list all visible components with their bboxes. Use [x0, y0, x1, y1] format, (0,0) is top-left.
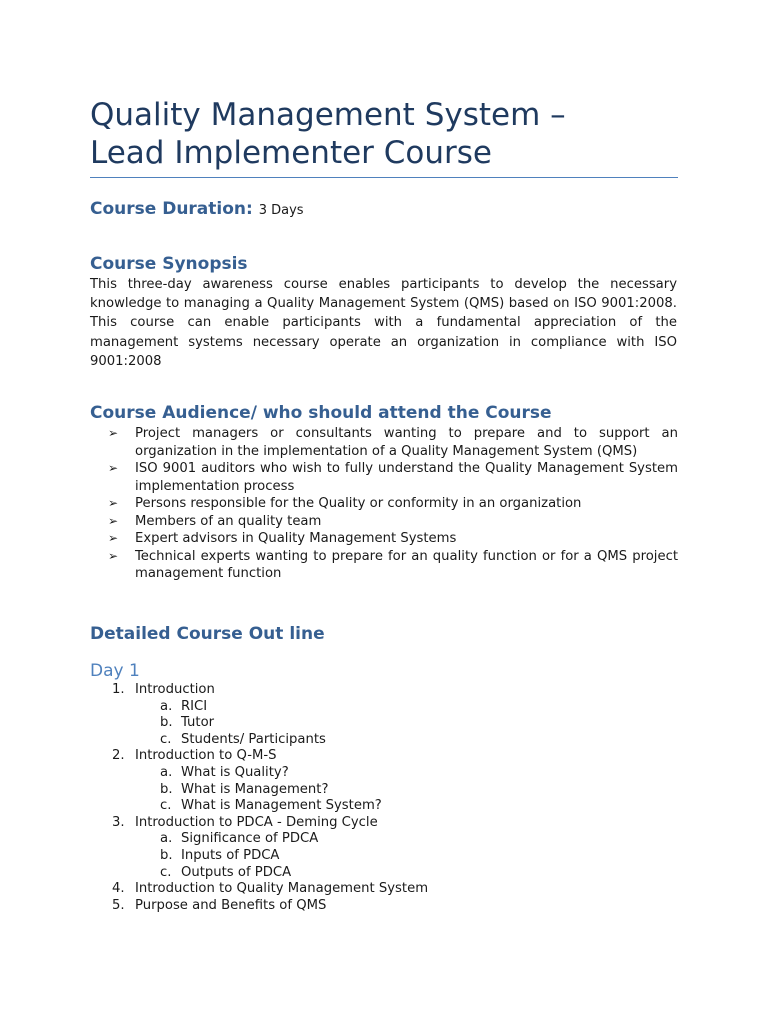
outline-subitem-text: Outputs of PDCA	[181, 864, 292, 880]
outline-item-text: Introduction to PDCA - Deming Cycle	[135, 814, 378, 830]
arrow-bullet-icon: ➢	[108, 496, 119, 510]
audience-item	[108, 548, 678, 583]
outline-subitem-letter: c.	[160, 798, 172, 814]
title-divider	[90, 177, 678, 178]
outline-item-number: 4.	[112, 881, 125, 897]
outline-subitem-text: Significance of PDCA	[181, 831, 319, 847]
outline-item-text: Introduction to Q-M-S	[135, 748, 277, 764]
arrow-bullet-icon: ➢	[108, 548, 119, 563]
outline-subitem-letter: c.	[160, 731, 172, 747]
audience-item	[108, 425, 678, 460]
outline-item-number: 5.	[112, 897, 125, 913]
audience-item-text: Technical experts wanting to prepare for an quality function or for a QMS project management function	[135, 548, 678, 581]
outline-subitem	[135, 699, 668, 716]
audience-item-text: ISO 9001 auditors who wish to fully understand the Quality Management System implementation process	[135, 461, 678, 494]
outline-item-number: 2.	[112, 748, 125, 764]
audience-list	[108, 425, 678, 583]
outline-subitem-text: Inputs of PDCA	[181, 847, 280, 863]
outline-subitem-letter: c.	[160, 864, 172, 880]
outline-sublist	[135, 831, 668, 881]
duration-value: 3 Days	[258, 203, 304, 218]
document-title	[90, 96, 690, 172]
duration-label: Course Duration:	[90, 199, 253, 219]
outline-subitem-text: Tutor	[181, 715, 215, 731]
arrow-bullet-icon: ➢	[108, 426, 119, 440]
title-line-2: Lead Implementer Course	[90, 135, 493, 171]
day-1-heading: Day 1	[90, 661, 140, 681]
audience-item-text: Expert advisors in Quality Management Systems	[135, 531, 457, 546]
outline-item-text: Introduction	[135, 682, 215, 697]
outline-item	[108, 898, 668, 915]
outline-heading: Detailed Course Out line	[90, 624, 325, 644]
outline-subitem	[135, 865, 668, 882]
outline-subitem-text: Students/ Participants	[181, 731, 326, 747]
outline-subitem-letter: a.	[160, 764, 173, 780]
outline-subitem	[135, 732, 668, 749]
outline-subitem	[135, 715, 668, 732]
audience-heading: Course Audience/ who should attend the Course	[90, 403, 552, 423]
outline-item-text: Introduction to Quality Management System	[135, 881, 429, 897]
title-line-1: Quality Management System –	[90, 97, 566, 133]
outline-item-text: Purpose and Benefits of QMS	[135, 897, 327, 913]
arrow-bullet-icon: ➢	[108, 531, 119, 545]
outline-item	[108, 881, 668, 898]
outline-subitem-letter: a.	[160, 698, 173, 714]
outline-subitem-text: What is Quality?	[181, 764, 289, 780]
audience-item	[108, 513, 678, 531]
outline-item	[108, 682, 668, 748]
audience-item-text: Persons responsible for the Quality or conformity in an organization	[135, 496, 582, 511]
course-duration-heading	[90, 198, 304, 222]
outline-sublist	[135, 765, 668, 815]
audience-item-text: Members of an quality team	[135, 513, 322, 529]
outline-subitem	[135, 798, 668, 815]
outline-subitem	[135, 831, 668, 848]
synopsis-paragraph: This three-day awareness course enables participants to develop the necessary knowledge to managing a Quality Management System (QMS) based on ISO 9001:2008. This course can enable participants with a fundamental appreciation of the management systems necessary operate an organization in compliance with ISO 9001:2008	[90, 277, 677, 369]
outline-item-number: 1.	[112, 682, 125, 697]
outline-item	[108, 748, 668, 814]
audience-item-text: Project managers or consultants wanting to prepare and to support an organization in the implementation of a Quality Management System (QMS)	[135, 426, 678, 459]
synopsis-heading: Course Synopsis	[90, 254, 248, 274]
outline-subitem-letter: b.	[160, 781, 173, 797]
audience-item	[108, 460, 678, 495]
outline-item-number: 3.	[112, 814, 125, 830]
outline-subitem	[135, 848, 668, 865]
outline-subitem-text: What is Management?	[181, 781, 329, 797]
arrow-bullet-icon: ➢	[108, 513, 119, 528]
audience-item	[108, 495, 678, 513]
outline-subitem-letter: b.	[160, 715, 173, 731]
outline-list	[108, 682, 668, 914]
outline-subitem-letter: a.	[160, 831, 173, 847]
outline-sublist	[135, 699, 668, 749]
outline-item	[108, 815, 668, 881]
outline-subitem-text: What is Management System?	[181, 798, 382, 814]
outline-subitem	[135, 765, 668, 782]
outline-subitem-letter: b.	[160, 847, 173, 863]
outline-subitem-text: RICI	[181, 698, 208, 714]
outline-subitem	[135, 782, 668, 799]
arrow-bullet-icon: ➢	[108, 461, 119, 475]
audience-item	[108, 530, 678, 548]
